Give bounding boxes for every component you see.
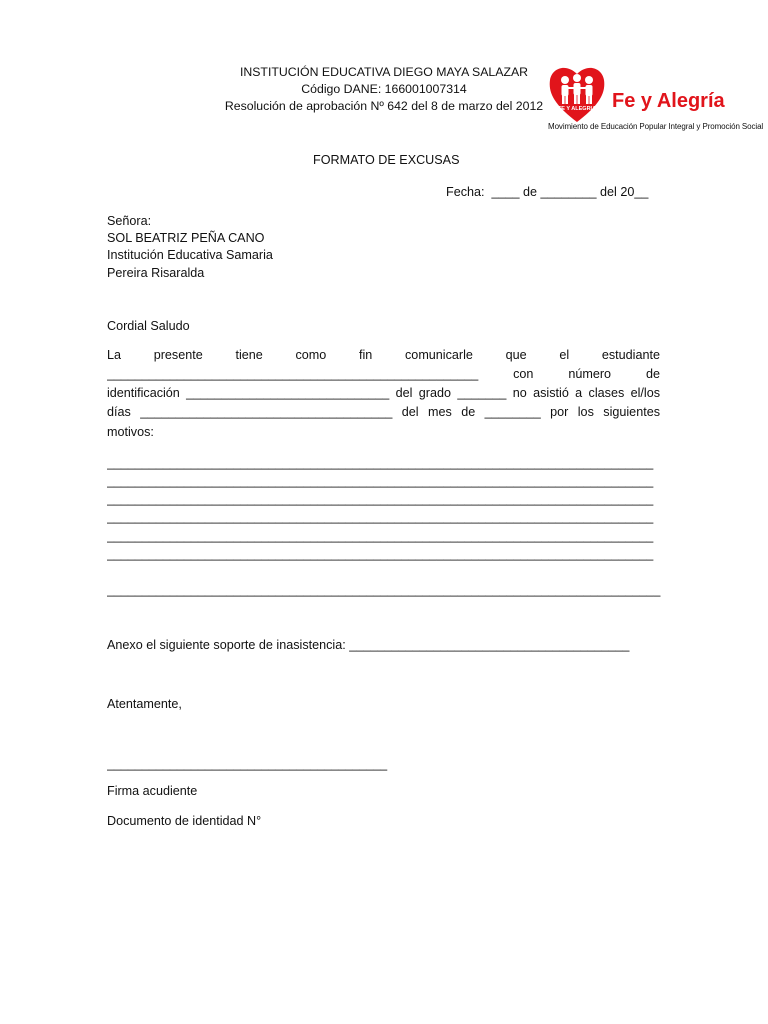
logo-badge-text: FE Y ALEGRIA xyxy=(557,106,597,112)
logo-subtitle: Movimiento de Educación Popular Integral y Promoción Social xyxy=(548,122,764,131)
signature-line: ________________________________________ xyxy=(107,757,388,771)
motive-line: ______________________________________________________________________________ xyxy=(107,510,654,524)
motive-line: ______________________________________________________________________________ xyxy=(107,474,654,488)
motive-line: ______________________________________________________________________________ xyxy=(107,456,654,470)
sign-off: Atentamente, xyxy=(107,697,182,711)
signature-label: Firma acudiente xyxy=(107,784,198,798)
recipient-name: SOL BEATRIZ PEÑA CANO xyxy=(107,231,265,245)
body-line-4: días ____________________________________ del mes de ________ por los siguientes xyxy=(107,405,660,419)
body-line-2: _____________________________________________________ con número de xyxy=(107,367,660,381)
body-line-1: La presente tiene como fin comunicarle que el estudiante xyxy=(107,348,660,362)
body-line-3: identificación _____________________________ del grado _______ no asistió a clases el/los xyxy=(107,386,660,400)
approval-resolution: Resolución de aprobación Nº 642 del 8 de marzo del 2012 xyxy=(224,99,544,113)
body-line-5: motivos: xyxy=(107,425,154,439)
dane-code: Código DANE: 166001007314 xyxy=(301,82,467,96)
id-document-label: Documento de identidad N° xyxy=(107,814,262,828)
motive-line: ______________________________________________________________________________ xyxy=(107,529,654,543)
institution-name: INSTITUCIÓN EDUCATIVA DIEGO MAYA SALAZAR xyxy=(239,65,529,79)
greeting: Cordial Saludo xyxy=(107,319,190,333)
form-title: FORMATO DE EXCUSAS xyxy=(313,153,460,167)
motive-line: _______________________________________________________________________________ xyxy=(107,583,661,597)
recipient-city: Pereira Risaralda xyxy=(107,266,205,280)
logo-graphic xyxy=(546,64,742,124)
annex-line: Anexo el siguiente soporte de inasistencia: ________________________________________ xyxy=(107,638,630,652)
motive-line: ______________________________________________________________________________ xyxy=(107,492,654,506)
date-field-line: Fecha: ____ de ________ del 20__ xyxy=(446,185,649,199)
recipient-institution: Institución Educativa Samaria xyxy=(107,248,273,262)
logo-brand-name: Fe y Alegría xyxy=(612,90,725,112)
motive-line: ______________________________________________________________________________ xyxy=(107,547,654,561)
recipient-salutation: Señora: xyxy=(107,214,152,228)
